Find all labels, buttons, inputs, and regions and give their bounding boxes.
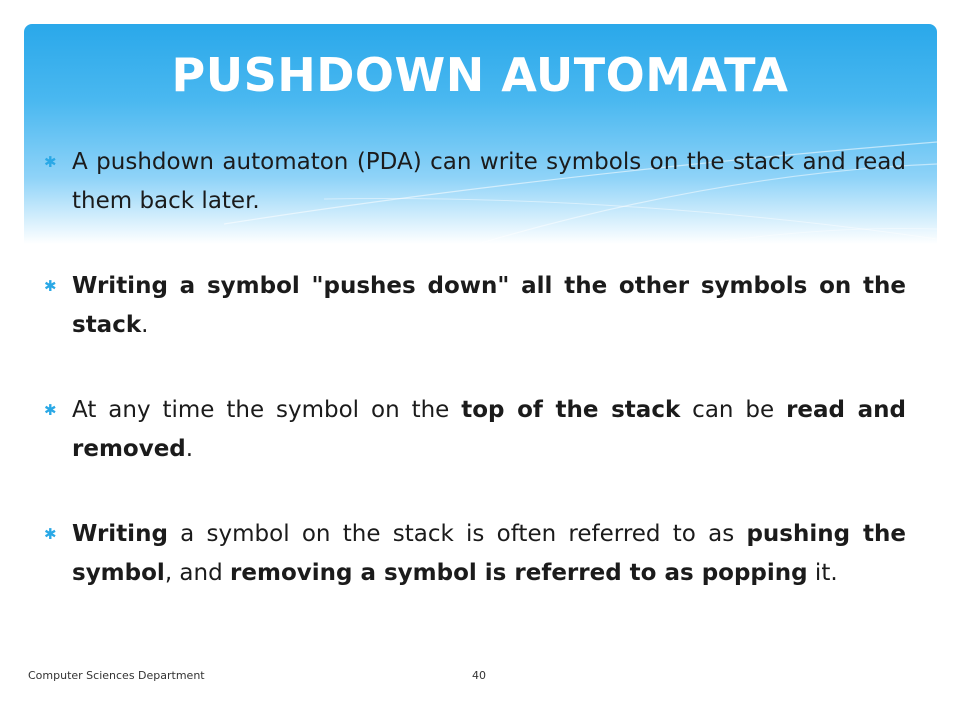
bullet-text-segment: a symbol on the stack is often referred to as [167, 521, 747, 547]
footer-department: Computer Sciences Department [28, 669, 205, 682]
bullet-item [44, 143, 906, 221]
bullet-text-segment: removing a symbol is referred to as popping [230, 560, 808, 586]
bullet-text-segment: . [185, 436, 194, 462]
slide-title: PUSHDOWN AUTOMATA [171, 48, 789, 102]
bullet-text-segment: , and [164, 560, 231, 586]
footer-page-number: 40 [472, 669, 486, 682]
bullet-text-segment: top of the stack [461, 397, 681, 423]
bullet-item [44, 515, 906, 593]
bullet-text-segment: pushing the symbol [72, 521, 906, 586]
asterisk-icon: ✱ [44, 401, 57, 419]
asterisk-icon: ✱ [44, 525, 57, 543]
bullet-list [44, 143, 906, 593]
asterisk-icon: ✱ [44, 277, 57, 295]
asterisk-icon: ✱ [44, 153, 57, 171]
bullet-text-segment: Writing [72, 521, 168, 547]
bullet-text-segment: At any time the symbol on the [72, 397, 462, 423]
bullet-text-segment: . [141, 312, 149, 338]
bullet-text-segment: read and removed [72, 397, 906, 462]
bullet-item [44, 391, 906, 469]
bullet-text-segment: Writing a symbol "pushes down" all the other symbols on the stack [72, 273, 906, 338]
bullet-text-segment: it. [807, 560, 838, 586]
bullet-item [44, 267, 906, 345]
bullet-text-segment: A pushdown automaton (PDA) can write symbols on the stack and read them back later. [72, 149, 906, 214]
bullet-text-segment: can be [680, 397, 787, 423]
